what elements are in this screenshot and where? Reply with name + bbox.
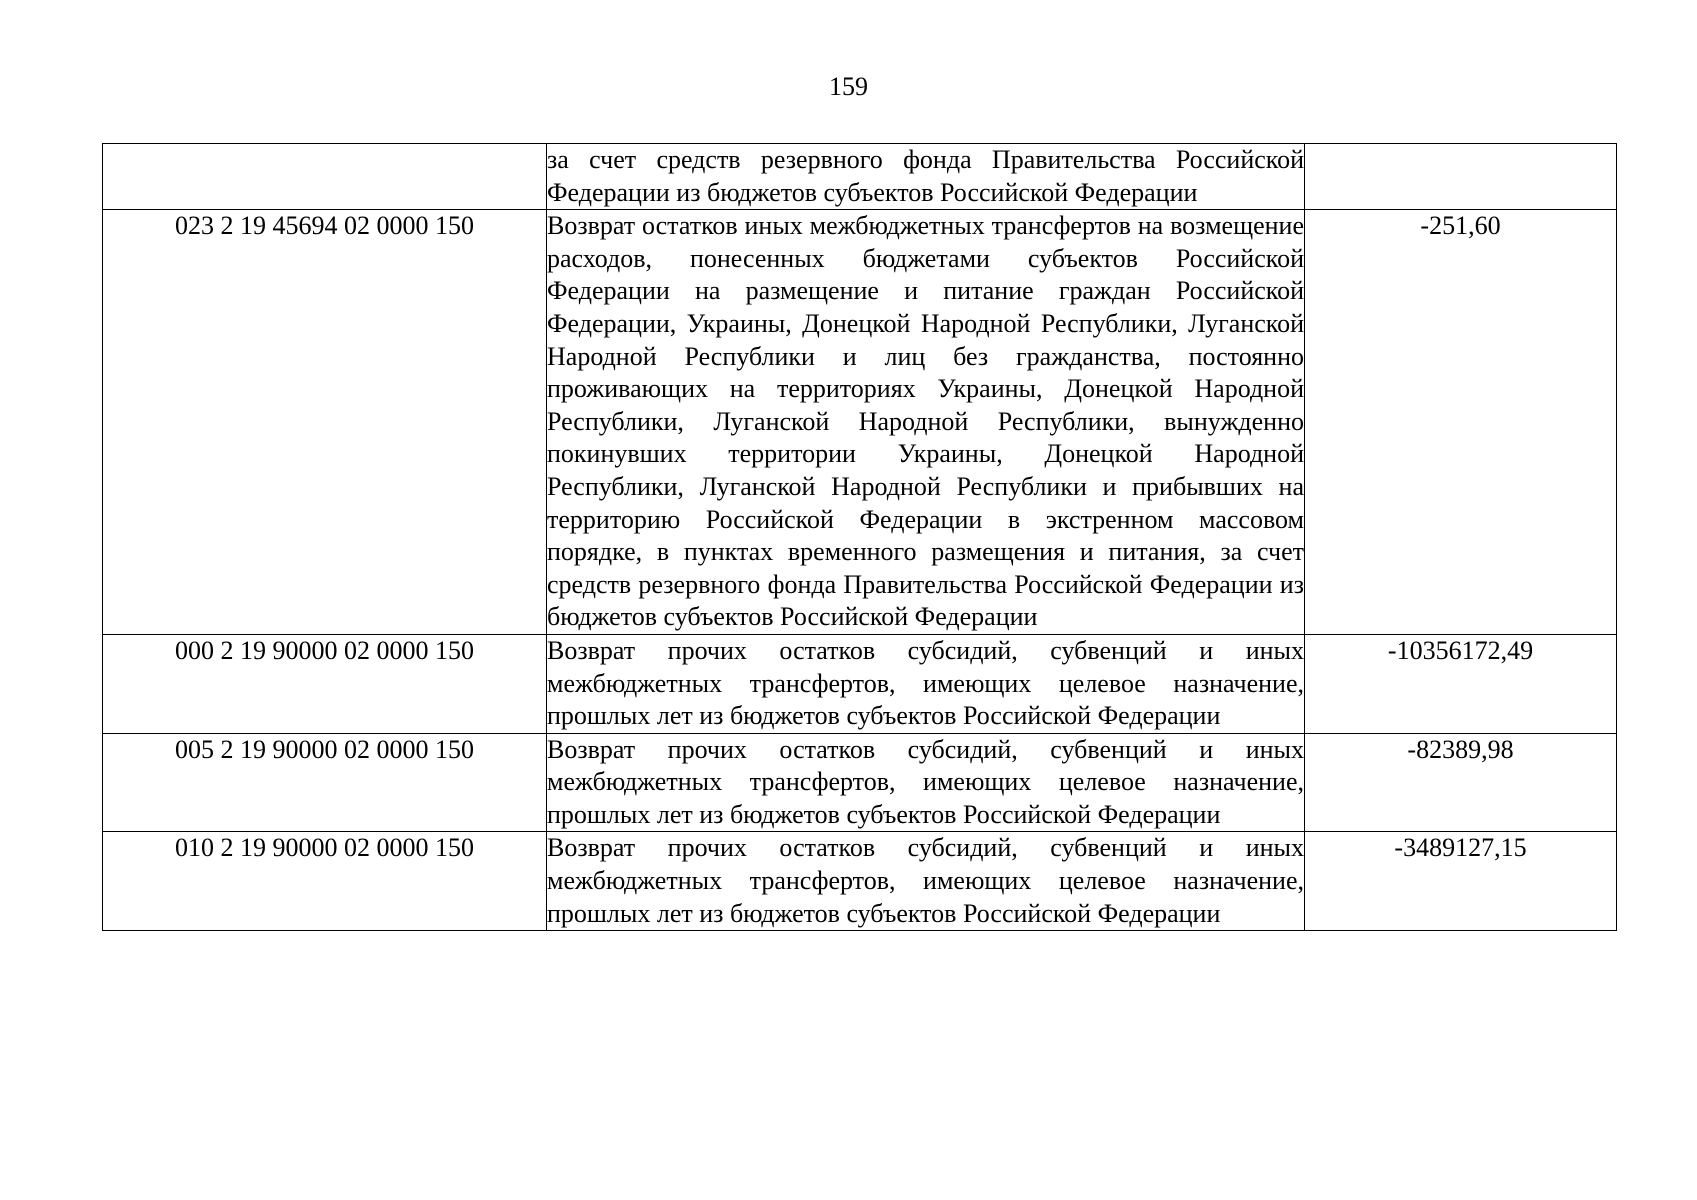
table-row bbox=[103, 832, 1617, 931]
revenue-name-cell: Возврат прочих остатков субсидий, субвенций и иных межбюджетных трансфертов, имеющих целевое назначение, прошлых лет из бюджетов субъектов Российской Федерации bbox=[547, 733, 1305, 832]
amount-cell: -82389,98 bbox=[1305, 733, 1617, 832]
revenue-name-cell: Возврат остатков иных межбюджетных трансфертов на возмещение расходов, понесенных бюджетами субъектов Российской Федерации на размещение и питание граждан Российской Федерации, Украины, Донецкой Народной Республики, Луганской Народной Республики и лиц без гражданства, постоянно проживающих на территориях Украины, Донецкой Народной Республики, Луганской Народной Республики, вынужденно покинувших территории Украины, Донецкой Народной Республики, Луганской Народной Республики и прибывших на территорию Российской Федерации в экстренном массовом порядке, в пунктах временного размещения и питания, за счет средств резервного фонда Правительства Российской Федерации из бюджетов субъектов Российской Федерации bbox=[547, 210, 1305, 635]
page-number: 159 bbox=[829, 72, 868, 101]
amount-cell: -10356172,49 bbox=[1305, 634, 1617, 733]
budget-table bbox=[102, 143, 1617, 931]
budget-code-cell bbox=[103, 144, 547, 210]
amount-cell: -251,60 bbox=[1305, 210, 1617, 635]
budget-code-cell: 000 2 19 90000 02 0000 150 bbox=[103, 634, 547, 733]
revenue-name-cell: Возврат прочих остатков субсидий, субвенций и иных межбюджетных трансфертов, имеющих целевое назначение, прошлых лет из бюджетов субъектов Российской Федерации bbox=[547, 634, 1305, 733]
amount-cell bbox=[1305, 144, 1617, 210]
budget-code-cell: 010 2 19 90000 02 0000 150 bbox=[103, 832, 547, 931]
revenue-name-cell: за счет средств резервного фонда Правительства Российской Федерации из бюджетов субъектов Российской Федерации bbox=[547, 144, 1305, 210]
table-row bbox=[103, 144, 1617, 210]
revenue-name-cell: Возврат прочих остатков субсидий, субвенций и иных межбюджетных трансфертов, имеющих целевое назначение, прошлых лет из бюджетов субъектов Российской Федерации bbox=[547, 832, 1305, 931]
table-row bbox=[103, 634, 1617, 733]
budget-code-cell: 023 2 19 45694 02 0000 150 bbox=[103, 210, 547, 635]
amount-cell: -3489127,15 bbox=[1305, 832, 1617, 931]
budget-code-cell: 005 2 19 90000 02 0000 150 bbox=[103, 733, 547, 832]
table-row bbox=[103, 210, 1617, 635]
table-row bbox=[103, 733, 1617, 832]
